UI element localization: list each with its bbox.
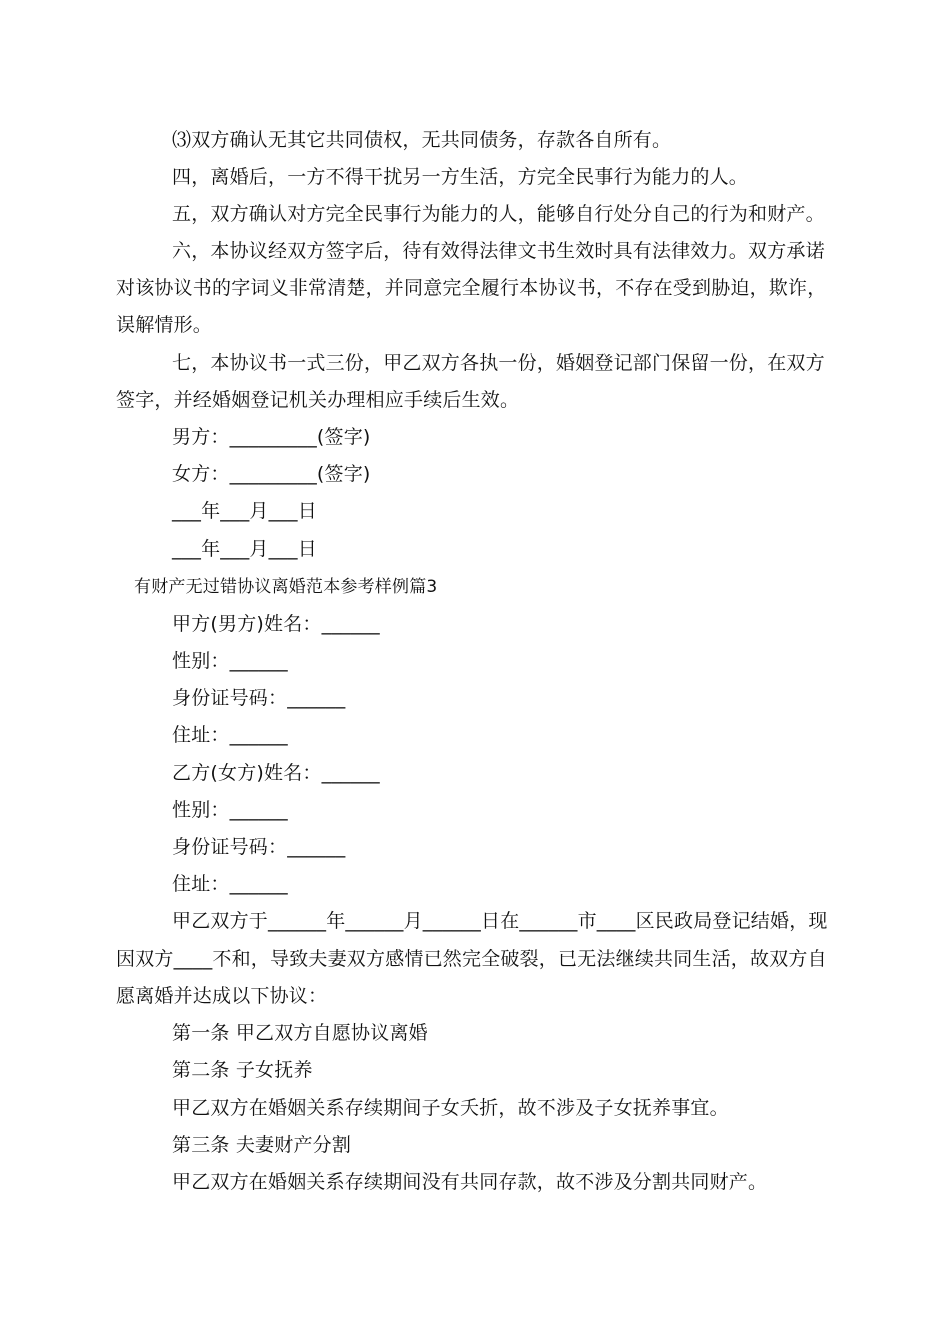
party-a-address: 住址：______ (172, 724, 288, 746)
article-3: 第三条 夫妻财产分割 (172, 1134, 352, 1156)
party-a-id-number: 身份证号码：______ (172, 687, 346, 709)
preamble-line-2: 因双方____不和，导致夫妻双方感情已然完全破裂，已无法继续共同生活，故双方自 (116, 948, 827, 970)
clause-3-3: ⑶双方确认无其它共同债权，无共同债务，存款各自所有。 (172, 129, 672, 151)
party-b-id-number: 身份证号码：______ (172, 836, 346, 858)
clause-6-line-2: 对该协议书的字词义非常清楚，并同意完全履行本协议书，不存在受到胁迫，欺诈， (116, 277, 827, 299)
female-signature: 女方：_________(签字) (172, 463, 371, 485)
male-signature: 男方：_________(签字) (172, 426, 371, 448)
section-heading: 有财产无过错协议离婚范本参考样例篇3 (134, 577, 438, 597)
party-b-gender: 性别：______ (172, 799, 288, 821)
party-a-name: 甲方(男方)姓名：______ (172, 613, 380, 635)
clause-6-line-1: 六，本协议经双方签字后，待有效得法律文书生效时具有法律效力。双方承诺 (172, 240, 825, 262)
party-a-gender: 性别：______ (172, 650, 288, 672)
preamble-line-3: 愿离婚并达成以下协议： (116, 985, 328, 1007)
clause-7-line-2: 签字，并经婚姻登记机关办理相应手续后生效。 (116, 389, 520, 411)
article-1: 第一条 甲乙双方自愿协议离婚 (172, 1022, 428, 1044)
party-b-address: 住址：______ (172, 873, 288, 895)
date-line-2: ___年___月___日 (172, 538, 317, 560)
preamble-line-1: 甲乙双方于______年______月______日在______市____区民政局登记结婚，现 (172, 910, 828, 932)
clause-6-line-3: 误解情形。 (116, 314, 213, 336)
article-2-content: 甲乙双方在婚姻关系存续期间子女夭折，故不涉及子女抚养事宜。 (172, 1097, 729, 1119)
clause-4: 四，离婚后，一方不得干扰另一方生活，方完全民事行为能力的人。 (172, 166, 749, 188)
date-line-1: ___年___月___日 (172, 500, 317, 522)
article-2: 第二条 子女抚养 (172, 1059, 313, 1081)
clause-7-line-1: 七，本协议书一式三份，甲乙双方各执一份，婚姻登记部门保留一份，在双方 (172, 352, 825, 374)
article-3-content: 甲乙双方在婚姻关系存续期间没有共同存款，故不涉及分割共同财产。 (172, 1171, 768, 1193)
clause-5: 五，双方确认对方完全民事行为能力的人，能够自行处分自己的行为和财产。 (172, 203, 825, 225)
party-b-name: 乙方(女方)姓名：______ (172, 762, 380, 784)
